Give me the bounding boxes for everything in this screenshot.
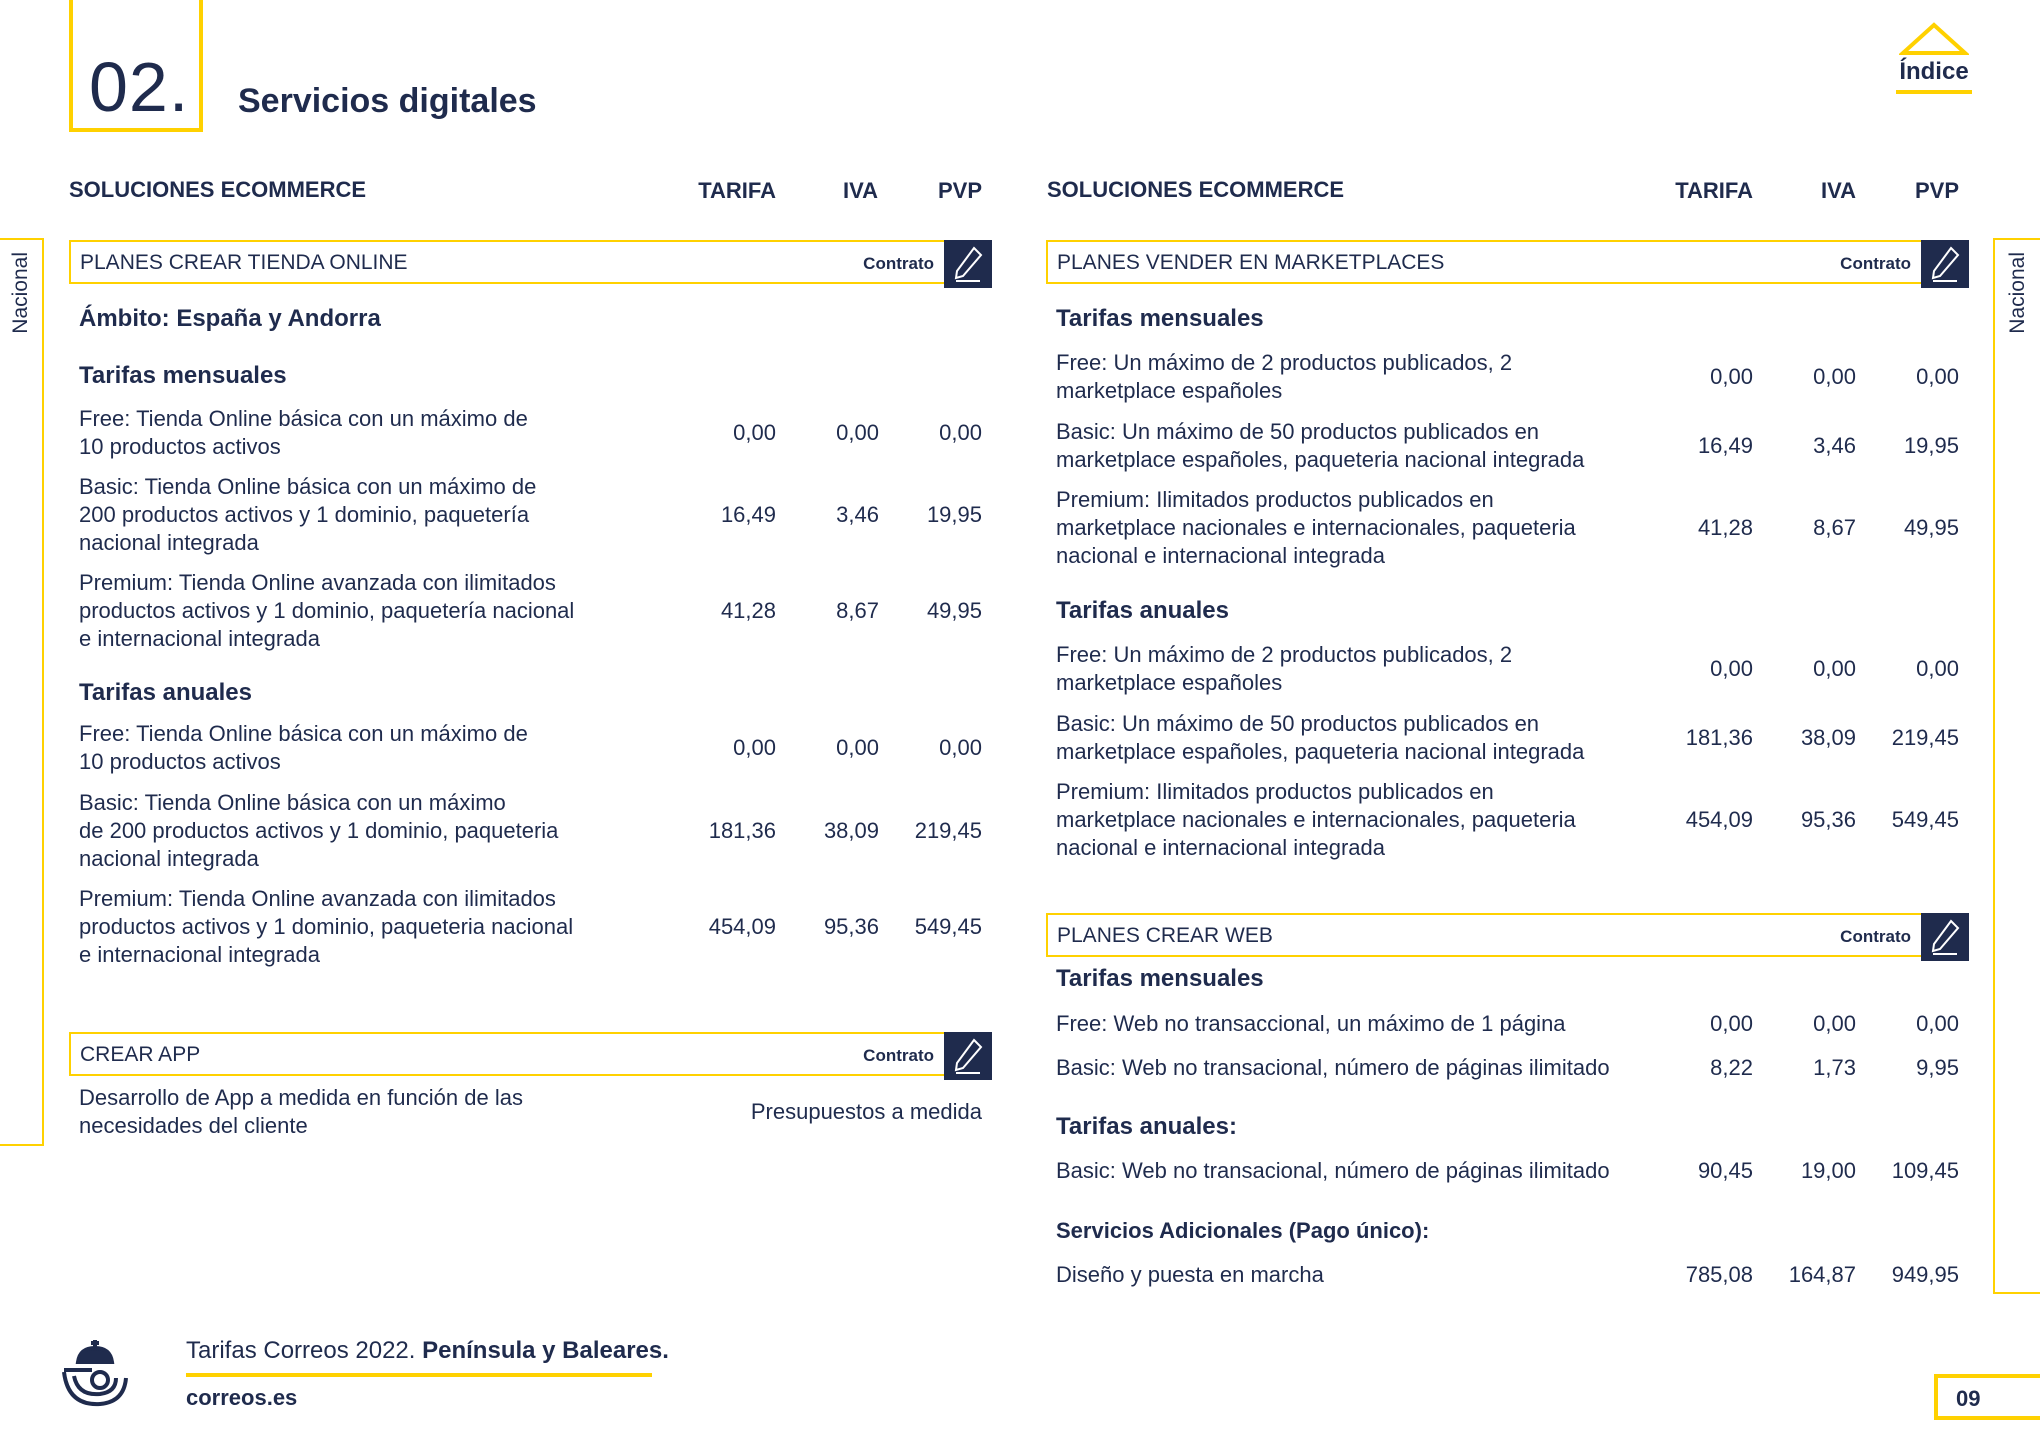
row-iva: 0,00 — [1813, 656, 1856, 681]
row-tarifa: 454,09 — [708, 914, 776, 939]
plan-box-marketplaces — [1046, 240, 1969, 284]
row-description: Free: Un máximo de 2 productos publicados, 2 marketplace españoles — [1056, 350, 1513, 403]
price-row — [1056, 486, 1969, 574]
row-iva: 0,00 — [1813, 364, 1856, 389]
row-pvp: 0,00 — [1916, 364, 1959, 389]
pencil-icon — [944, 240, 992, 288]
column-header-tarifa: TARIFA — [1675, 178, 1753, 203]
footer-tariff-text: Tarifas Correos 2022. Península y Baleares. — [186, 1337, 669, 1364]
index-underline — [1896, 90, 1972, 94]
contract-button[interactable] — [1921, 913, 1969, 961]
row-iva: 1,73 — [1813, 1055, 1856, 1080]
plan-box-title: PLANES VENDER EN MARKETPLACES — [1057, 251, 1445, 274]
plan-box-title: PLANES CREAR WEB — [1057, 924, 1273, 947]
page-title: Servicios digitales — [238, 82, 537, 120]
row-price-custom: Presupuestos a medida — [750, 1099, 982, 1124]
price-row — [79, 720, 992, 780]
subsection-title: Tarifas mensuales — [1056, 965, 1264, 992]
column-header-pvp: PVP — [937, 178, 982, 203]
plan-box-tienda-online — [69, 240, 992, 284]
row-tarifa: 0,00 — [1710, 364, 1753, 389]
row-pvp: 0,00 — [1916, 656, 1959, 681]
price-row — [1056, 418, 1969, 478]
subsection-title: Tarifas mensuales — [1056, 305, 1264, 332]
column-header-iva: IVA — [1820, 178, 1856, 203]
row-tarifa: 454,09 — [1685, 807, 1753, 832]
row-pvp: 19,95 — [1903, 433, 1959, 458]
plan-box-crear-web — [1046, 913, 1969, 957]
row-iva: 0,00 — [1813, 1011, 1856, 1036]
page-number-box — [1934, 1374, 2040, 1420]
subsection-title: Tarifas anuales — [1056, 597, 1229, 624]
row-pvp: 0,00 — [1916, 1011, 1959, 1036]
price-row — [1056, 641, 1969, 701]
row-pvp: 109,45 — [1891, 1158, 1959, 1183]
row-tarifa: 785,08 — [1685, 1262, 1753, 1287]
row-tarifa: 181,36 — [708, 818, 776, 843]
row-description: Free: Tienda Online básica con un máximo de 10 productos activos — [79, 406, 528, 459]
row-pvp: 219,45 — [1891, 725, 1959, 750]
side-label-text: Nacional — [9, 252, 32, 334]
row-description: Diseño y puesta en marcha — [1056, 1262, 1324, 1287]
row-iva: 3,46 — [1813, 433, 1856, 458]
plan-box-title: CREAR APP — [80, 1043, 201, 1066]
row-description: Basic: Un máximo de 50 productos publicados en marketplace españoles, paqueteria nacional integrada — [1056, 419, 1585, 472]
contract-label: Contrato — [1840, 254, 1911, 273]
row-pvp: 49,95 — [926, 598, 982, 623]
row-iva: 38,09 — [1800, 725, 1856, 750]
row-description: Basic: Tienda Online básica con un máximo de 200 productos activos y 1 dominio, paqueteria nacional integrada — [79, 790, 559, 871]
row-iva: 164,87 — [1788, 1262, 1856, 1287]
footer-underline — [186, 1373, 652, 1377]
subsection-title: Tarifas anuales: — [1056, 1113, 1237, 1140]
row-tarifa: 90,45 — [1697, 1158, 1753, 1183]
row-pvp: 549,45 — [1891, 807, 1959, 832]
column-header-section: SOLUCIONES ECOMMERCE — [1047, 177, 1345, 202]
row-iva: 8,67 — [1813, 515, 1856, 540]
row-iva: 0,00 — [836, 735, 879, 760]
correos-logo-icon — [58, 1338, 132, 1417]
price-row — [79, 405, 992, 465]
row-description: Basic: Web no transacional, número de páginas ilimitado — [1056, 1055, 1610, 1080]
contract-button[interactable] — [944, 1032, 992, 1080]
pencil-icon — [1921, 913, 1969, 961]
row-description: Basic: Un máximo de 50 productos publicados en marketplace españoles, paqueteria nacional integrada — [1056, 711, 1585, 764]
row-tarifa: 16,49 — [720, 502, 776, 527]
row-description: Basic: Tienda Online básica con un máximo de 200 productos activos y 1 dominio, paquetería nacional integrada — [79, 474, 537, 555]
price-row — [1056, 349, 1969, 409]
subsection-title: Tarifas mensuales — [79, 362, 287, 389]
row-pvp: 0,00 — [939, 735, 982, 760]
price-row — [79, 789, 992, 877]
price-row — [1056, 1157, 1969, 1187]
row-tarifa: 0,00 — [1710, 656, 1753, 681]
contract-label: Contrato — [863, 254, 934, 273]
row-description: Premium: Ilimitados productos publicados en marketplace nacionales e internacionales, paqueteria nacional e internacional integrada — [1056, 779, 1576, 860]
side-label-text: Nacional — [2005, 252, 2029, 334]
section-number: 02. — [89, 48, 190, 126]
row-iva: 0,00 — [836, 420, 879, 445]
row-pvp: 9,95 — [1916, 1055, 1959, 1080]
subsection-title: Tarifas anuales — [79, 679, 252, 706]
pencil-icon — [944, 1032, 992, 1080]
price-row — [79, 473, 992, 561]
scope-label: Ámbito: España y Andorra — [79, 305, 381, 332]
row-iva: 19,00 — [1800, 1158, 1856, 1183]
contract-button[interactable] — [944, 240, 992, 288]
row-pvp: 949,95 — [1891, 1262, 1959, 1287]
row-pvp: 0,00 — [939, 420, 982, 445]
price-row — [79, 569, 992, 657]
subsection-title: Servicios Adicionales (Pago único): — [1056, 1218, 1430, 1243]
row-tarifa: 0,00 — [1710, 1011, 1753, 1036]
price-row — [1056, 1261, 1969, 1291]
row-iva: 95,36 — [823, 914, 879, 939]
contract-button[interactable] — [1921, 240, 1969, 288]
plan-box-title: PLANES CREAR TIENDA ONLINE — [80, 251, 408, 274]
row-tarifa: 16,49 — [1697, 433, 1753, 458]
row-description: Free: Tienda Online básica con un máximo de 10 productos activos — [79, 721, 528, 774]
row-tarifa: 0,00 — [733, 420, 776, 445]
price-row — [79, 885, 992, 973]
row-iva: 38,09 — [823, 818, 879, 843]
row-tarifa: 41,28 — [720, 598, 776, 623]
column-header-section: SOLUCIONES ECOMMERCE — [69, 177, 367, 202]
side-label-right — [1993, 238, 2040, 1294]
pencil-icon — [1921, 240, 1969, 288]
contract-label: Contrato — [863, 1046, 934, 1065]
row-description: Free: Web no transaccional, un máximo de 1 página — [1056, 1011, 1566, 1036]
row-description: Free: Un máximo de 2 productos publicados, 2 marketplace españoles — [1056, 642, 1513, 695]
row-description: Premium: Tienda Online avanzada con ilimitados productos activos y 1 dominio, paqueteria nacional e internacional integrada — [79, 886, 574, 967]
row-description: Premium: Ilimitados productos publicados en marketplace nacionales e internacionales, paqueteria nacional e internacional integrada — [1056, 487, 1576, 568]
column-header-iva: IVA — [842, 178, 878, 203]
row-iva: 3,46 — [836, 502, 879, 527]
row-tarifa: 181,36 — [1685, 725, 1753, 750]
row-tarifa: 0,00 — [733, 735, 776, 760]
column-header-pvp: PVP — [1914, 178, 1959, 203]
row-iva: 8,67 — [836, 598, 879, 623]
row-pvp: 19,95 — [926, 502, 982, 527]
row-description: Desarrollo de App a medida en función de las necesidades del cliente — [79, 1085, 523, 1138]
row-description: Premium: Tienda Online avanzada con ilimitados productos activos y 1 dominio, paquetería nacional e internacional integrada — [79, 570, 575, 651]
row-tarifa: 8,22 — [1710, 1055, 1753, 1080]
contract-label: Contrato — [1840, 927, 1911, 946]
plan-box-crear-app — [69, 1032, 992, 1076]
row-tarifa: 41,28 — [1697, 515, 1753, 540]
triangle-up-icon — [1899, 22, 1969, 56]
page-number: 09 — [1956, 1386, 1981, 1411]
column-header-tarifa: TARIFA — [698, 178, 776, 203]
price-row — [1056, 1010, 1969, 1040]
price-row — [1056, 1054, 1969, 1084]
index-link[interactable] — [1896, 22, 1972, 94]
index-label: Índice — [1899, 58, 1969, 85]
price-row — [1056, 778, 1969, 866]
row-description: Basic: Web no transacional, número de páginas ilimitado — [1056, 1158, 1610, 1183]
footer-url-link[interactable]: correos.es — [186, 1385, 298, 1410]
row-pvp: 49,95 — [1903, 515, 1959, 540]
row-pvp: 549,45 — [914, 914, 982, 939]
price-row — [1056, 710, 1969, 770]
row-iva: 95,36 — [1800, 807, 1856, 832]
row-pvp: 219,45 — [914, 818, 982, 843]
side-label-left — [0, 238, 44, 1146]
